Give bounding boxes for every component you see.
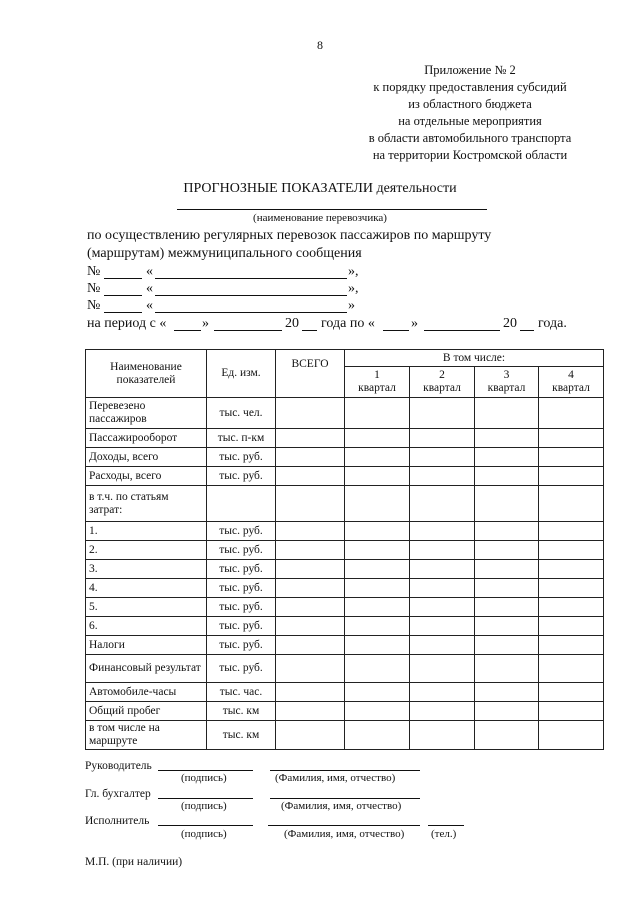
table-row [86,560,604,579]
row-name: Общий пробег [86,702,207,721]
quarter-3-cell[interactable] [475,486,539,522]
quarter-3-cell[interactable] [475,448,539,467]
quarter-2-cell[interactable] [410,683,475,702]
row-unit: тыс. час. [207,683,276,702]
appendix-line: на территории Костромской области [372,148,568,162]
quote-close: », [348,264,359,279]
appendix-header [340,62,600,164]
quarter-2-cell[interactable] [410,398,475,429]
total-cell[interactable] [276,598,345,617]
quarter-1-cell[interactable] [345,617,410,636]
route-number-label: № [87,264,101,279]
quarter-3-cell[interactable] [475,702,539,721]
quarter-4-cell[interactable] [539,617,604,636]
period-mid: года по « [321,316,375,331]
quarter-1-cell[interactable] [345,560,410,579]
route-number-field[interactable] [104,266,142,279]
row-name: Финансовый результат [86,655,207,683]
quarter-1-cell[interactable] [345,522,410,541]
quarter-4-cell[interactable] [539,448,604,467]
quarter-2-cell[interactable] [410,579,475,598]
route-number-field[interactable] [104,283,142,296]
quote-open: « [146,264,153,279]
row-name: 1. [86,522,207,541]
quarter-4-cell[interactable] [539,702,604,721]
row-name: 5. [86,598,207,617]
total-cell[interactable] [276,467,345,486]
period-suffix: года. [538,316,567,331]
row-unit: тыс. п-км [207,429,276,448]
quarter-4-cell[interactable] [539,398,604,429]
row-name: 4. [86,579,207,598]
period-year-prefix: 20 [285,316,299,331]
table-row [86,467,604,486]
col-header-including: В том числе: [345,350,604,367]
row-name: Автомобиле-часы [86,683,207,702]
quarter-1-cell[interactable] [345,429,410,448]
quarter-1-cell[interactable] [345,636,410,655]
table-row [86,598,604,617]
total-cell[interactable] [276,560,345,579]
quarter-3-cell[interactable] [475,598,539,617]
row-unit: тыс. руб. [207,579,276,598]
carrier-hint: (наименование перевозчика) [253,212,387,224]
quarter-4-cell[interactable] [539,541,604,560]
quarter-1-cell[interactable] [345,541,410,560]
accountant-label: Гл. бухгалтер [85,788,151,800]
row-name: в том числе на маршруте [86,721,207,750]
quarter-1-cell[interactable] [345,579,410,598]
quarter-4-cell[interactable] [539,486,604,522]
quarter-3-cell[interactable] [475,636,539,655]
row-name: Перевезено пассажиров [86,398,207,429]
quarter-3-cell[interactable] [475,541,539,560]
table-row [86,721,604,750]
quarter-3-cell[interactable] [475,579,539,598]
row-name: Расходы, всего [86,467,207,486]
quarter-1-cell[interactable] [345,398,410,429]
quarter-2-cell[interactable] [410,636,475,655]
quarter-3-cell[interactable] [475,398,539,429]
quarter-4-cell[interactable] [539,721,604,750]
col-header-unit: Ед. изм. [207,350,276,398]
signature-hint: (подпись) [181,800,227,812]
quote-close: », [348,281,359,296]
quarter-1-cell[interactable] [345,655,410,683]
executor-name-field[interactable] [268,813,420,826]
stamp-note: М.П. (при наличии) [85,856,183,868]
row-name: 3. [86,560,207,579]
quarter-2-cell[interactable] [410,702,475,721]
route-name-field[interactable] [155,266,347,279]
quarter-4-cell[interactable] [539,579,604,598]
quarter-1-cell[interactable] [345,467,410,486]
col-header-quarter-1: 1 квартал [345,367,410,398]
head-signature-field[interactable] [158,758,253,771]
total-cell[interactable] [276,636,345,655]
executor-signature-field[interactable] [158,813,253,826]
quarter-1-cell[interactable] [345,448,410,467]
total-cell[interactable] [276,486,345,522]
total-cell[interactable] [276,579,345,598]
table-row [86,579,604,598]
row-unit: тыс. руб. [207,636,276,655]
row-name: 2. [86,541,207,560]
period-start-month-field[interactable] [214,318,282,331]
signature-hint: (подпись) [181,828,227,840]
row-name: Пассажирооборот [86,429,207,448]
quarter-4-cell[interactable] [539,560,604,579]
row-unit: тыс. чел. [207,398,276,429]
quarter-2-cell[interactable] [410,560,475,579]
col-header-name: Наименование показателей [86,350,207,398]
row-unit: тыс. км [207,702,276,721]
quote-close: » [348,298,355,313]
quote-open: « [146,298,153,313]
total-cell[interactable] [276,429,345,448]
quarter-4-cell[interactable] [539,429,604,448]
row-unit: тыс. руб. [207,655,276,683]
table-row [86,398,604,429]
purpose-line: (маршрутам) межмуниципального сообщения [87,246,362,261]
row-unit: тыс. руб. [207,541,276,560]
purpose-line: по осуществлению регулярных перевозок пассажиров по маршруту [87,228,492,243]
table-row [86,683,604,702]
quarter-2-cell[interactable] [410,541,475,560]
table-row [86,541,604,560]
page-number: 8 [317,38,323,52]
appendix-line: к порядку предоставления субсидий [373,80,567,94]
row-unit: тыс. руб. [207,617,276,636]
route-number-field[interactable] [104,300,142,313]
name-hint: (Фамилия, имя, отчество) [275,772,396,784]
accountant-signature-field[interactable] [158,786,253,799]
name-hint: (Фамилия, имя, отчество) [281,800,402,812]
table-row [86,448,604,467]
period-quote: » [411,316,418,331]
quarter-3-cell[interactable] [475,467,539,486]
quarter-2-cell[interactable] [410,598,475,617]
row-unit: тыс. руб. [207,598,276,617]
row-name: Налоги [86,636,207,655]
table-row [86,655,604,683]
row-unit: тыс. км [207,721,276,750]
appendix-line: из областного бюджета [408,97,532,111]
total-cell[interactable] [276,541,345,560]
head-label: Руководитель [85,760,152,772]
table-row [86,636,604,655]
quarter-3-cell[interactable] [475,721,539,750]
appendix-line: на отдельные мероприятия [398,114,542,128]
quarter-1-cell[interactable] [345,598,410,617]
period-start-day-field[interactable] [174,318,201,331]
quarter-4-cell[interactable] [539,655,604,683]
name-hint: (Фамилия, имя, отчество) [284,828,405,840]
col-header-quarter-2: 2 квартал [410,367,475,398]
period-quote: » [202,316,209,331]
quarter-2-cell[interactable] [410,655,475,683]
phone-hint: (тел.) [431,828,457,840]
appendix-line: в области автомобильного транспорта [368,131,572,145]
total-cell[interactable] [276,721,345,750]
quarter-1-cell[interactable] [345,683,410,702]
row-name: 6. [86,617,207,636]
period-end-month-field[interactable] [424,318,500,331]
route-name-field[interactable] [155,283,347,296]
document-title: ПРОГНОЗНЫЕ ПОКАЗАТЕЛИ деятельности [183,181,457,196]
period-year-prefix: 20 [503,316,517,331]
executor-label: Исполнитель [85,815,150,827]
head-name-field[interactable] [270,758,420,771]
appendix-line: Приложение № 2 [424,63,516,77]
total-cell[interactable] [276,702,345,721]
quarter-4-cell[interactable] [539,598,604,617]
row-unit: тыс. руб. [207,467,276,486]
accountant-name-field[interactable] [270,786,420,799]
quarter-2-cell[interactable] [410,467,475,486]
total-cell[interactable] [276,522,345,541]
quarter-1-cell[interactable] [345,702,410,721]
quarter-4-cell[interactable] [539,522,604,541]
quarter-4-cell[interactable] [539,636,604,655]
table-row [86,486,604,522]
quarter-2-cell[interactable] [410,486,475,522]
total-cell[interactable] [276,448,345,467]
quarter-3-cell[interactable] [475,655,539,683]
quarter-2-cell[interactable] [410,522,475,541]
row-name: Доходы, всего [86,448,207,467]
total-cell[interactable] [276,683,345,702]
col-header-quarter-3: 3 квартал [475,367,539,398]
quarter-2-cell[interactable] [410,617,475,636]
period-end-day-field[interactable] [383,318,409,331]
quarter-3-cell[interactable] [475,617,539,636]
quarter-1-cell[interactable] [345,721,410,750]
route-number-label: № [87,298,101,313]
row-unit: тыс. руб. [207,560,276,579]
total-cell[interactable] [276,655,345,683]
quarter-3-cell[interactable] [475,522,539,541]
row-unit: тыс. руб. [207,448,276,467]
quote-open: « [146,281,153,296]
table-row [86,617,604,636]
period-prefix: на период с « [87,316,167,331]
col-header-total: ВСЕГО [276,350,345,398]
quarter-2-cell[interactable] [410,448,475,467]
quarter-2-cell[interactable] [410,429,475,448]
row-name: в т.ч. по статьям затрат: [86,486,207,522]
quarter-3-cell[interactable] [475,429,539,448]
total-cell[interactable] [276,617,345,636]
row-unit: тыс. руб. [207,522,276,541]
row-unit [207,486,276,522]
table-row [86,702,604,721]
executor-phone-field[interactable] [428,813,464,826]
quarter-4-cell[interactable] [539,683,604,702]
table-row [86,522,604,541]
period-end-year-field[interactable] [520,318,534,331]
route-name-field[interactable] [155,300,347,313]
table-row [86,429,604,448]
quarter-3-cell[interactable] [475,683,539,702]
total-cell[interactable] [276,398,345,429]
quarter-4-cell[interactable] [539,467,604,486]
quarter-3-cell[interactable] [475,560,539,579]
signature-hint: (подпись) [181,772,227,784]
route-number-label: № [87,281,101,296]
col-header-quarter-4: 4 квартал [539,367,604,398]
period-start-year-field[interactable] [302,318,317,331]
indicators-table [85,349,604,750]
quarter-2-cell[interactable] [410,721,475,750]
quarter-1-cell[interactable] [345,486,410,522]
carrier-name-field[interactable] [177,197,487,210]
